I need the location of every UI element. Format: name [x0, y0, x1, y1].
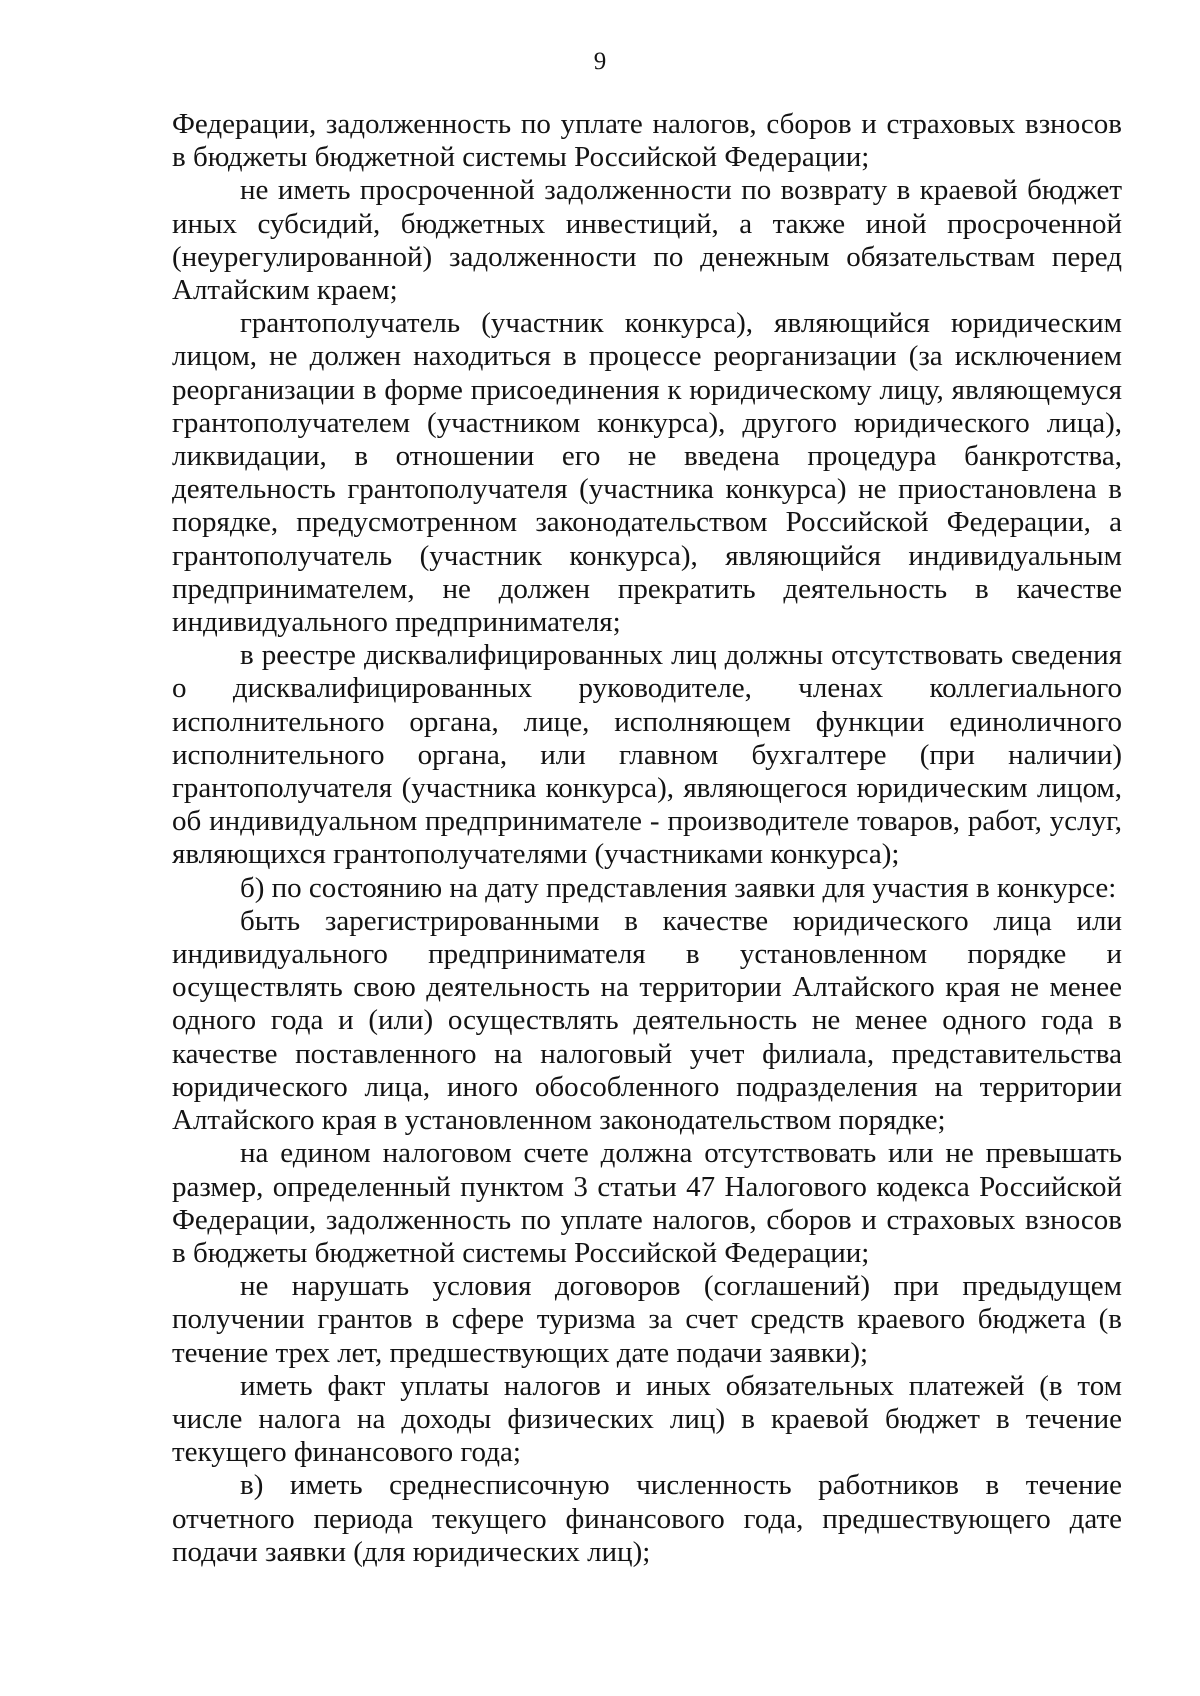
paragraph: не нарушать условия договоров (соглашений) при предыдущем получении грантов в сфере туризма за счет средств краевого бюджета (в течение трех лет, предшествующих дате подачи заявки);: [172, 1270, 1122, 1369]
paragraph: Федерации, задолженность по уплате налогов, сборов и страховых взносов в бюджеты бюджетной системы Российской Федерации;: [172, 108, 1122, 174]
paragraph: грантополучатель (участник конкурса), являющийся юридическим лицом, не должен находиться в процессе реорганизации (за исключением реорганизации в форме присоединения к юридическому лицу, являющемуся грантополучателем (участником конкурса), другого юридического лица), ликвидации, в отношении его не введена процедура банкротства, деятельность грантополучателя (участника конкурса) не приостановлена в порядке, предусмотренном законодательством Российской Федерации, а грантополучатель (участник конкурса), являющийся индивидуальным предпринимателем, не должен прекратить деятельность в качестве индивидуального предпринимателя;: [172, 307, 1122, 639]
paragraph: на едином налоговом счете должна отсутствовать или не превышать размер, определенный пунктом 3 статьи 47 Налогового кодекса Российской Федерации, задолженность по уплате налогов, сборов и страховых взносов в бюджеты бюджетной системы Российской Федерации;: [172, 1137, 1122, 1269]
paragraph: в реестре дисквалифицированных лиц должны отсутствовать сведения о дисквалифицированных руководителе, членах коллегиального исполнительного органа, лице, исполняющем функции единоличного исполнительного органа, или главном бухгалтере (при наличии) грантополучателя (участника конкурса), являющегося юридическим лицом, об индивидуальном предпринимателе - производителе товаров, работ, услуг, являющихся грантополучателями (участниками конкурса);: [172, 639, 1122, 871]
document-body: [172, 108, 1122, 1569]
paragraph: иметь факт уплаты налогов и иных обязательных платежей (в том числе налога на доходы физических лиц) в краевой бюджет в течение текущего финансового года;: [172, 1369, 1122, 1469]
paragraph: не иметь просроченной задолженности по возврату в краевой бюджет иных субсидий, бюджетных инвестиций, а также иной просроченной (неурегулированной) задолженности по денежным обязательствам перед Алтайским краем;: [172, 174, 1122, 307]
paragraph: быть зарегистрированными в качестве юридического лица или индивидуального предпринимателя в установленном порядке и осуществлять свою деятельность на территории Алтайского края не менее одного года и (или) осуществлять деятельность не менее одного года в качестве поставленного на налоговый учет филиала, представительства юридического лица, иного обособленного подразделения на территории Алтайского края в установленном законодательством порядке;: [172, 904, 1122, 1137]
paragraph: б) по состоянию на дату представления заявки для участия в конкурсе:: [240, 871, 1117, 904]
page-number: 9: [593, 48, 607, 75]
paragraph: в) иметь среднесписочную численность работников в течение отчетного периода текущего финансового года, предшествующего дате подачи заявки (для юридических лиц);: [172, 1469, 1122, 1568]
